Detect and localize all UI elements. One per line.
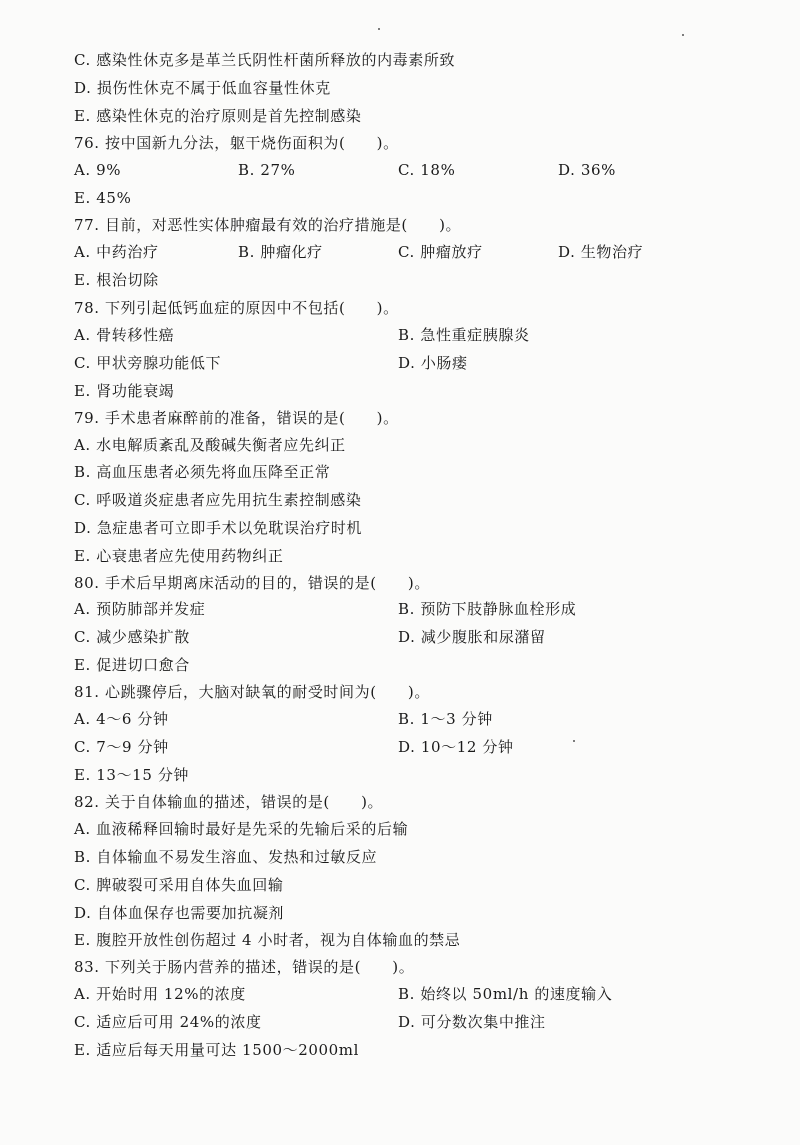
option-81-d: D. 10～12 分钟 <box>398 738 514 756</box>
option-82-e: E. 腹腔开放性创伤超过 4 小时者，视为自体输血的禁忌 <box>74 931 461 949</box>
option-79-e: E. 心衰患者应先使用药物纠正 <box>74 547 284 565</box>
option-79-c: C. 呼吸道炎症患者应先用抗生素控制感染 <box>74 491 362 509</box>
option-83-b: B. 始终以 50ml/h 的速度输入 <box>398 985 613 1003</box>
option-78-e: E. 肾功能衰竭 <box>74 382 175 400</box>
question-stem-81: 81. 心跳骤停后，大脑对缺氧的耐受时间为( )。 <box>74 683 430 701</box>
question-stem-82: 82. 关于自体输血的描述，错误的是( )。 <box>74 793 384 811</box>
option-79-d: D. 急症患者可立即手术以免耽误治疗时机 <box>74 519 363 537</box>
scan-speck <box>573 740 575 742</box>
option-83-c: C. 适应后可用 24%的浓度 <box>74 1013 262 1031</box>
option-77-d: D. 生物治疗 <box>558 243 644 261</box>
option-81-e: E. 13～15 分钟 <box>74 766 190 784</box>
option-83-a: A. 开始时用 12%的浓度 <box>74 985 246 1003</box>
option-76-c: C. 18% <box>398 161 456 179</box>
option-78-b: B. 急性重症胰腺炎 <box>398 326 530 344</box>
question-stem-83: 83. 下列关于肠内营养的描述，错误的是( )。 <box>74 958 415 976</box>
option-78-a: A. 骨转移性癌 <box>74 326 175 344</box>
option-76-b: B. 27% <box>238 161 296 179</box>
option-81-c: C. 7～9 分钟 <box>74 738 169 756</box>
option-80-a: A. 预防肺部并发症 <box>74 600 206 618</box>
option-77-e: E. 根治切除 <box>74 271 159 289</box>
question-stem-77: 77. 目前，对恶性实体肿瘤最有效的治疗措施是( )。 <box>74 216 462 234</box>
carry-option-d: D. 损伤性休克不属于低血容量性休克 <box>74 79 331 97</box>
option-77-a: A. 中药治疗 <box>74 243 159 261</box>
option-81-b: B. 1～3 分钟 <box>398 710 493 728</box>
question-stem-80: 80. 手术后早期离床活动的目的，错误的是( )。 <box>74 574 430 592</box>
option-78-d: D. 小肠瘘 <box>398 354 468 372</box>
carry-option-e: E. 感染性休克的治疗原则是首先控制感染 <box>74 107 362 125</box>
scan-speck <box>378 28 380 30</box>
scan-speck <box>682 34 684 36</box>
option-79-b: B. 高血压患者必须先将血压降至正常 <box>74 463 331 481</box>
question-stem-78: 78. 下列引起低钙血症的原因中不包括( )。 <box>74 299 399 317</box>
carry-option-c: C. 感染性休克多是革兰氏阴性杆菌所释放的内毒素所致 <box>74 51 456 69</box>
option-82-a: A. 血液稀释回输时最好是先采的先输后采的后输 <box>74 820 409 838</box>
option-81-a: A. 4～6 分钟 <box>74 710 169 728</box>
option-80-c: C. 减少感染扩散 <box>74 628 190 646</box>
option-76-d: D. 36% <box>558 161 616 179</box>
option-80-d: D. 减少腹胀和尿潴留 <box>398 628 546 646</box>
option-77-b: B. 肿瘤化疗 <box>238 243 323 261</box>
option-77-c: C. 肿瘤放疗 <box>398 243 483 261</box>
option-82-b: B. 自体输血不易发生溶血、发热和过敏反应 <box>74 848 378 866</box>
option-76-a: A. 9% <box>74 161 122 179</box>
option-83-d: D. 可分数次集中推注 <box>398 1013 546 1031</box>
option-80-b: B. 预防下肢静脉血栓形成 <box>398 600 577 618</box>
option-76-e: E. 45% <box>74 189 132 207</box>
option-78-c: C. 甲状旁腺功能低下 <box>74 354 222 372</box>
option-83-e: E. 适应后每天用量可达 1500～2000ml <box>74 1041 360 1059</box>
option-82-d: D. 自体血保存也需要加抗凝剂 <box>74 904 285 922</box>
option-82-c: C. 脾破裂可采用自体失血回输 <box>74 876 284 894</box>
option-79-a: A. 水电解质紊乱及酸碱失衡者应先纠正 <box>74 436 346 454</box>
option-80-e: E. 促进切口愈合 <box>74 656 190 674</box>
question-stem-76: 76. 按中国新九分法，躯干烧伤面积为( )。 <box>74 134 399 152</box>
question-stem-79: 79. 手术患者麻醉前的准备，错误的是( )。 <box>74 409 399 427</box>
